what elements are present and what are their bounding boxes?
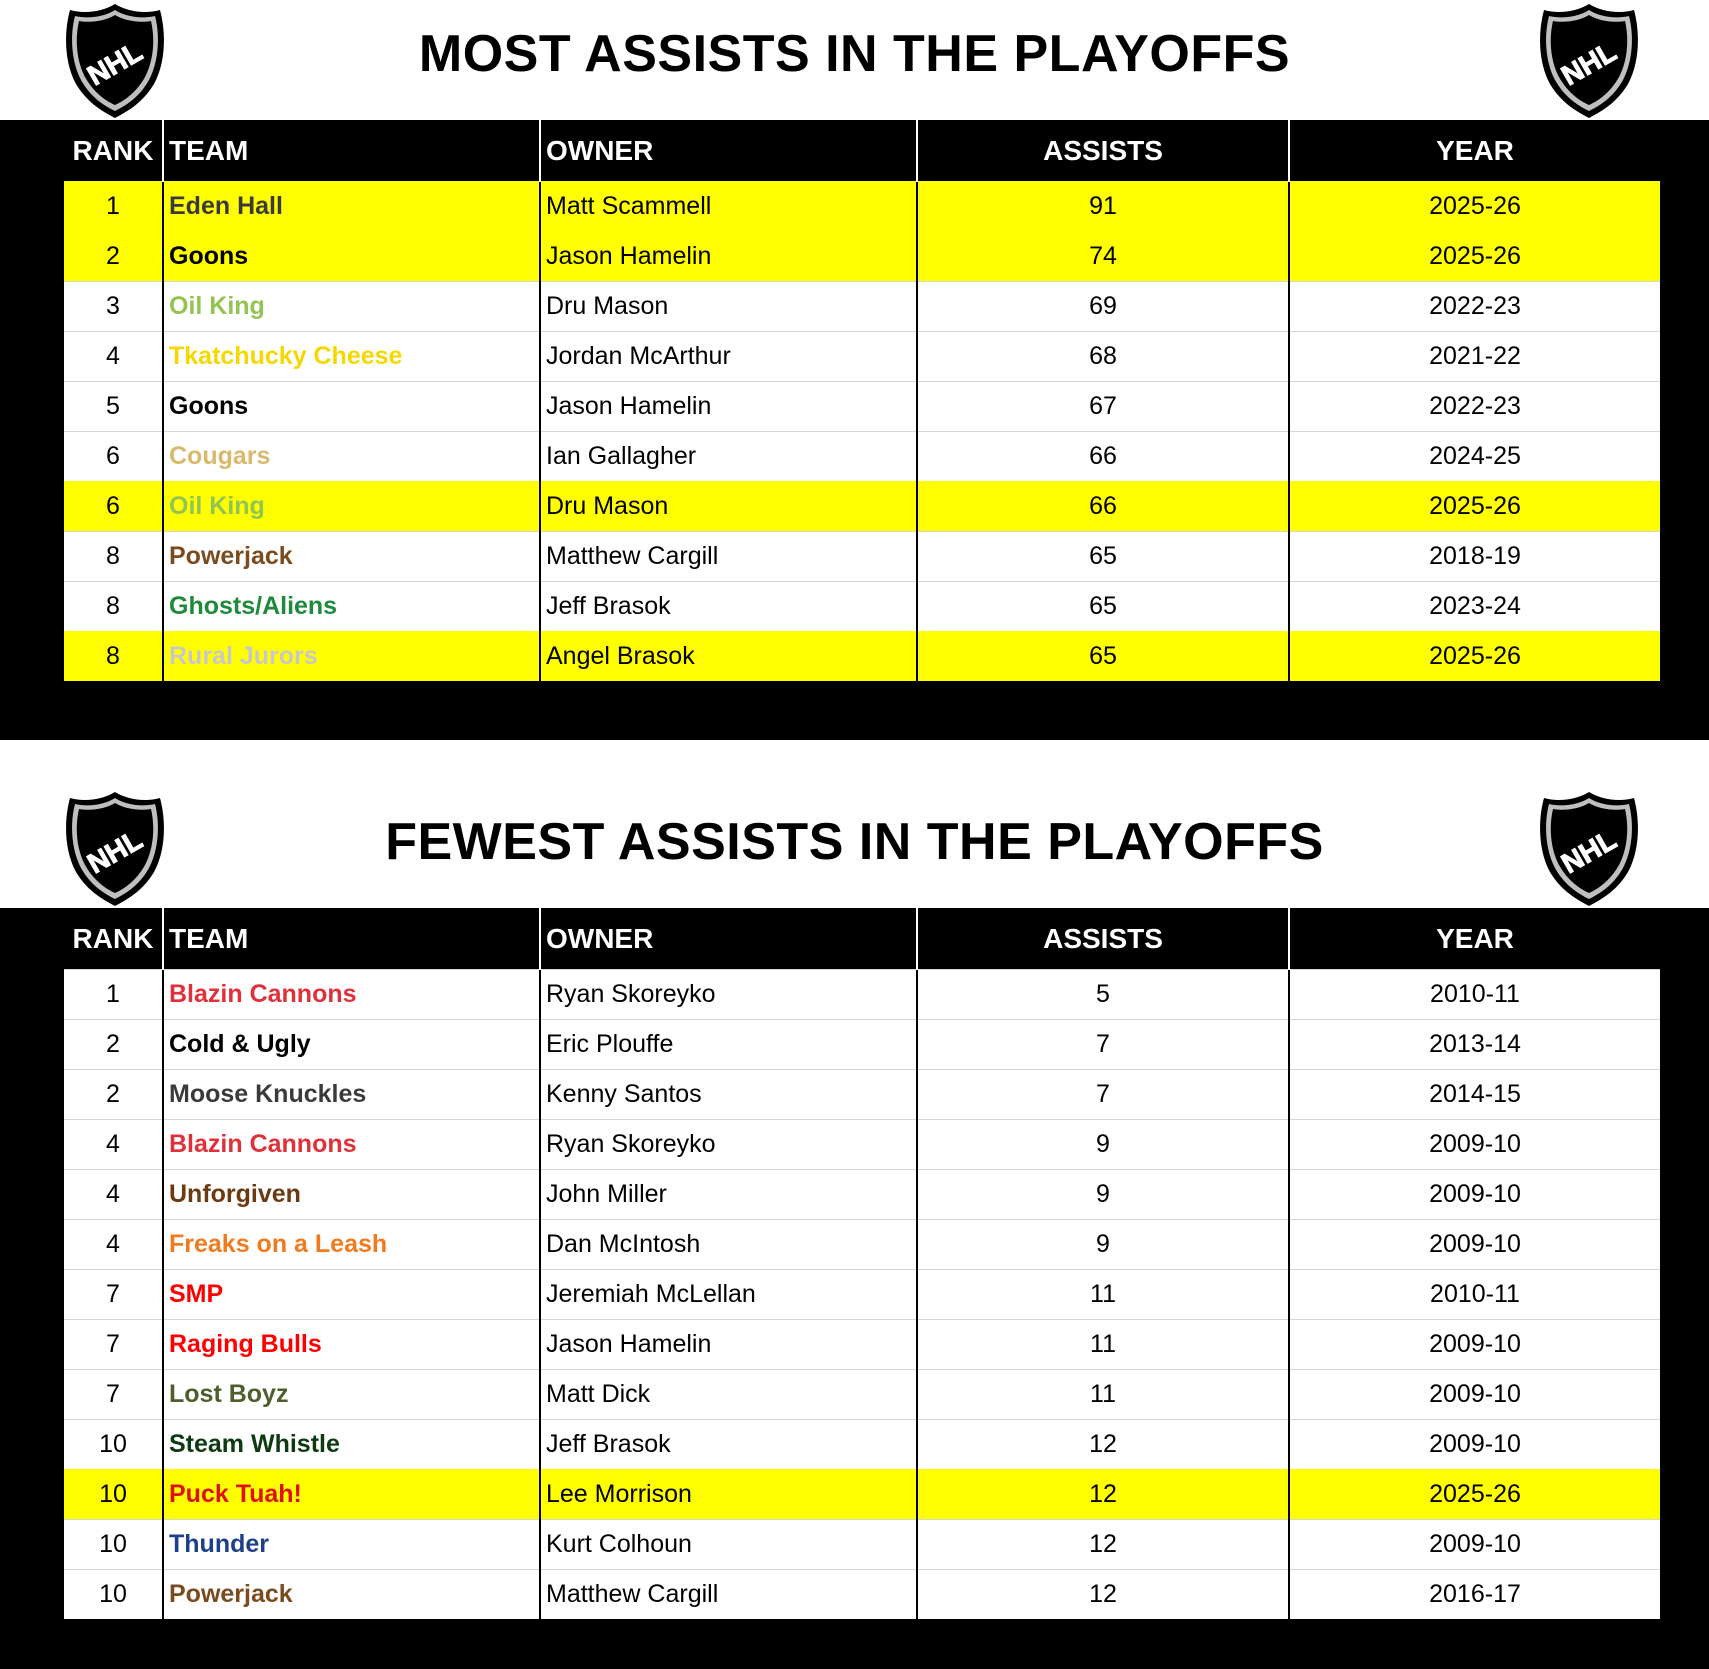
team-cell: Cougars — [163, 432, 540, 482]
owner-cell: Jeff Brasok — [540, 1420, 917, 1470]
year-header: YEAR — [1289, 908, 1660, 970]
assists-cell: 65 — [917, 532, 1289, 582]
team-cell: Blazin Cannons — [163, 1120, 540, 1170]
assists-cell: 7 — [917, 1070, 1289, 1120]
team-cell: Rural Jurors — [163, 632, 540, 682]
team-cell: Eden Hall — [163, 182, 540, 232]
rank-cell: 3 — [64, 282, 163, 332]
assists-cell: 66 — [917, 482, 1289, 532]
owner-cell: Ian Gallagher — [540, 432, 917, 482]
team-cell: Oil King — [163, 482, 540, 532]
year-header: YEAR — [1289, 120, 1660, 182]
header-row — [64, 120, 1660, 182]
year-cell: 2014-15 — [1289, 1070, 1660, 1120]
table-row — [64, 1320, 1660, 1370]
rank-cell: 2 — [64, 1070, 163, 1120]
owner-cell: Dru Mason — [540, 282, 917, 332]
owner-cell: Jeff Brasok — [540, 582, 917, 632]
assists-cell: 11 — [917, 1270, 1289, 1320]
table-row — [64, 1420, 1660, 1470]
owner-cell: Ryan Skoreyko — [540, 1120, 917, 1170]
rank-cell: 5 — [64, 382, 163, 432]
table-row — [64, 582, 1660, 632]
table-row — [64, 382, 1660, 432]
table-row — [64, 482, 1660, 532]
team-cell: Ghosts/Aliens — [163, 582, 540, 632]
assists-cell: 69 — [917, 282, 1289, 332]
assists-cell: 9 — [917, 1220, 1289, 1270]
year-cell: 2010-11 — [1289, 970, 1660, 1020]
rank-header: RANK — [64, 120, 163, 182]
year-cell: 2025-26 — [1289, 632, 1660, 682]
team-cell: Lost Boyz — [163, 1370, 540, 1420]
owner-cell: Jeremiah McLellan — [540, 1270, 917, 1320]
owner-cell: Lee Morrison — [540, 1470, 917, 1520]
assists-cell: 91 — [917, 182, 1289, 232]
table-row — [64, 432, 1660, 482]
team-cell: Cold & Ugly — [163, 1020, 540, 1070]
owner-cell: Kurt Colhoun — [540, 1520, 917, 1570]
year-cell: 2009-10 — [1289, 1320, 1660, 1370]
owner-header: OWNER — [540, 908, 917, 970]
assists-cell: 9 — [917, 1170, 1289, 1220]
rank-cell: 10 — [64, 1570, 163, 1620]
assists-cell: 65 — [917, 632, 1289, 682]
rank-cell: 4 — [64, 1220, 163, 1270]
rank-cell: 4 — [64, 1170, 163, 1220]
table-row — [64, 632, 1660, 682]
rank-cell: 10 — [64, 1470, 163, 1520]
team-cell: Puck Tuah! — [163, 1470, 540, 1520]
year-cell: 2009-10 — [1289, 1170, 1660, 1220]
team-cell: Blazin Cannons — [163, 970, 540, 1020]
owner-cell: Eric Plouffe — [540, 1020, 917, 1070]
year-cell: 2018-19 — [1289, 532, 1660, 582]
fewest-title-bar — [0, 788, 1709, 908]
team-cell: Goons — [163, 382, 540, 432]
table-row — [64, 1120, 1660, 1170]
table-row — [64, 282, 1660, 332]
rank-cell: 6 — [64, 482, 163, 532]
fewest-assists-table — [64, 908, 1660, 1619]
rank-cell: 2 — [64, 1020, 163, 1070]
table-row — [64, 970, 1660, 1020]
team-cell: Oil King — [163, 282, 540, 332]
team-cell: Tkatchucky Cheese — [163, 332, 540, 382]
header-row — [64, 908, 1660, 970]
assists-cell: 66 — [917, 432, 1289, 482]
rank-cell: 10 — [64, 1520, 163, 1570]
owner-cell: Matt Dick — [540, 1370, 917, 1420]
owner-cell: Jason Hamelin — [540, 1320, 917, 1370]
assists-cell: 11 — [917, 1370, 1289, 1420]
table-row — [64, 1020, 1660, 1070]
year-cell: 2009-10 — [1289, 1420, 1660, 1470]
table-row — [64, 1270, 1660, 1320]
owner-cell: Jason Hamelin — [540, 382, 917, 432]
team-cell: Raging Bulls — [163, 1320, 540, 1370]
team-cell: Goons — [163, 232, 540, 282]
assists-header: ASSISTS — [917, 120, 1289, 182]
most-assists-board — [0, 120, 1709, 740]
rank-cell: 4 — [64, 332, 163, 382]
table-row — [64, 532, 1660, 582]
assists-cell: 65 — [917, 582, 1289, 632]
assists-cell: 74 — [917, 232, 1289, 282]
owner-cell: John Miller — [540, 1170, 917, 1220]
year-cell: 2016-17 — [1289, 1570, 1660, 1620]
most-assists-table — [64, 120, 1660, 681]
rank-cell: 4 — [64, 1120, 163, 1170]
owner-cell: Dan McIntosh — [540, 1220, 917, 1270]
year-cell: 2022-23 — [1289, 382, 1660, 432]
owner-cell: Ryan Skoreyko — [540, 970, 917, 1020]
rank-header: RANK — [64, 908, 163, 970]
year-cell: 2009-10 — [1289, 1220, 1660, 1270]
fewest-assists-section — [0, 788, 1709, 1669]
owner-header: OWNER — [540, 120, 917, 182]
rank-cell: 1 — [64, 182, 163, 232]
assists-cell: 68 — [917, 332, 1289, 382]
table-row — [64, 332, 1660, 382]
owner-cell: Matthew Cargill — [540, 1570, 917, 1620]
owner-cell: Kenny Santos — [540, 1070, 917, 1120]
table-row — [64, 1070, 1660, 1120]
year-cell: 2021-22 — [1289, 332, 1660, 382]
assists-cell: 12 — [917, 1420, 1289, 1470]
team-cell: Freaks on a Leash — [163, 1220, 540, 1270]
year-cell: 2025-26 — [1289, 232, 1660, 282]
table-row — [64, 1370, 1660, 1420]
assists-header: ASSISTS — [917, 908, 1289, 970]
assists-cell: 9 — [917, 1120, 1289, 1170]
rank-cell: 7 — [64, 1270, 163, 1320]
owner-cell: Jordan McArthur — [540, 332, 917, 382]
rank-cell: 7 — [64, 1370, 163, 1420]
table-row — [64, 1470, 1660, 1520]
assists-cell: 11 — [917, 1320, 1289, 1370]
year-cell: 2025-26 — [1289, 1470, 1660, 1520]
owner-cell: Angel Brasok — [540, 632, 917, 682]
assists-cell: 12 — [917, 1470, 1289, 1520]
team-header: TEAM — [163, 908, 540, 970]
fewest-assists-board — [0, 908, 1709, 1669]
year-cell: 2009-10 — [1289, 1120, 1660, 1170]
year-cell: 2010-11 — [1289, 1270, 1660, 1320]
table-row — [64, 1570, 1660, 1620]
table-row — [64, 1220, 1660, 1270]
rank-cell: 1 — [64, 970, 163, 1020]
year-cell: 2022-23 — [1289, 282, 1660, 332]
year-cell: 2024-25 — [1289, 432, 1660, 482]
year-cell: 2009-10 — [1289, 1370, 1660, 1420]
team-cell: Powerjack — [163, 532, 540, 582]
assists-cell: 67 — [917, 382, 1289, 432]
most-assists-section — [0, 0, 1709, 740]
assists-cell: 5 — [917, 970, 1289, 1020]
owner-cell: Dru Mason — [540, 482, 917, 532]
team-cell: Moose Knuckles — [163, 1070, 540, 1120]
assists-cell: 12 — [917, 1520, 1289, 1570]
team-header: TEAM — [163, 120, 540, 182]
team-cell: Unforgiven — [163, 1170, 540, 1220]
team-cell: Thunder — [163, 1520, 540, 1570]
table-row — [64, 1520, 1660, 1570]
team-cell: Steam Whistle — [163, 1420, 540, 1470]
fewest-assists-title: FEWEST ASSISTS IN THE PLAYOFFS — [385, 813, 1324, 871]
year-cell: 2025-26 — [1289, 482, 1660, 532]
year-cell: 2023-24 — [1289, 582, 1660, 632]
owner-cell: Matthew Cargill — [540, 532, 917, 582]
most-assists-title: MOST ASSISTS IN THE PLAYOFFS — [418, 25, 1291, 83]
rank-cell: 7 — [64, 1320, 163, 1370]
most-title-bar — [0, 0, 1709, 120]
table-row — [64, 182, 1660, 232]
year-cell: 2009-10 — [1289, 1520, 1660, 1570]
year-cell: 2025-26 — [1289, 182, 1660, 232]
rank-cell: 8 — [64, 632, 163, 682]
table-row — [64, 232, 1660, 282]
rank-cell: 8 — [64, 532, 163, 582]
owner-cell: Matt Scammell — [540, 182, 917, 232]
rank-cell: 2 — [64, 232, 163, 282]
rank-cell: 6 — [64, 432, 163, 482]
assists-cell: 12 — [917, 1570, 1289, 1620]
team-cell: Powerjack — [163, 1570, 540, 1620]
nhl-logo-icon — [1536, 2, 1642, 120]
rank-cell: 8 — [64, 582, 163, 632]
table-row — [64, 1170, 1660, 1220]
rank-cell: 10 — [64, 1420, 163, 1470]
assists-cell: 7 — [917, 1020, 1289, 1070]
nhl-logo-icon — [1536, 790, 1642, 908]
owner-cell: Jason Hamelin — [540, 232, 917, 282]
team-cell: SMP — [163, 1270, 540, 1320]
year-cell: 2013-14 — [1289, 1020, 1660, 1070]
